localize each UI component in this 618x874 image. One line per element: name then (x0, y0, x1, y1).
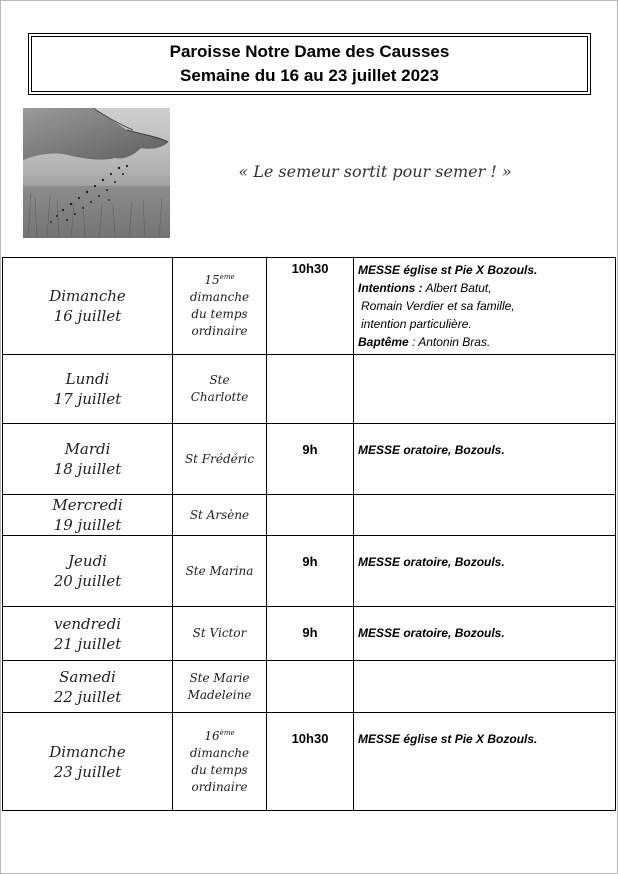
intentions-label: Intentions : (358, 281, 423, 295)
mass-time: 10h30 (291, 731, 329, 746)
table-row (3, 713, 616, 811)
day-cell (3, 355, 173, 424)
table-row (3, 536, 616, 607)
description (354, 661, 615, 664)
title-inner-frame (31, 36, 588, 92)
day-name: Dimanche (49, 287, 126, 305)
day-cell (3, 607, 173, 661)
saint-line: dimanche (189, 745, 250, 760)
day-date: 22 juillet (53, 687, 122, 706)
mass-time (267, 355, 353, 358)
ordinal-number: 16 (204, 728, 220, 743)
mass-time: 9h (302, 442, 318, 457)
bible-quote: « Le semeur sortit pour semer ! » (238, 162, 512, 181)
mass-description: MESSE oratoire, Bozouls. (358, 626, 505, 640)
description-cell (354, 713, 616, 811)
saint-line: Madeleine (187, 687, 252, 702)
saint-cell (173, 607, 267, 661)
saint-cell (173, 495, 267, 536)
saint-line: Ste (209, 373, 230, 387)
saint-line: ordinaire (191, 324, 248, 338)
saint-name: St Victor (192, 626, 247, 640)
day-cell (3, 536, 173, 607)
description (354, 258, 615, 351)
title-box (28, 33, 591, 95)
day-name: Mardi (64, 440, 111, 458)
sower-hand-illustration (23, 108, 170, 238)
description-cell (354, 495, 616, 536)
table-row (3, 607, 616, 661)
day-date: 16 juillet (53, 307, 122, 325)
table-row (3, 355, 616, 424)
saint-line: Charlotte (190, 390, 249, 404)
mass-time: 9h (302, 554, 318, 569)
description (354, 536, 615, 571)
saint-line: ordinaire (191, 779, 248, 794)
table-row (3, 424, 616, 495)
day-date: 21 juillet (53, 634, 122, 653)
day-date: 23 juillet (53, 762, 122, 781)
saint-cell (173, 258, 267, 355)
time-cell (267, 607, 354, 661)
time-cell (267, 495, 354, 536)
day-cell (3, 258, 173, 355)
description-cell (354, 355, 616, 424)
intention-item: Albert Batut, (422, 281, 492, 295)
day-date: 20 juillet (53, 572, 122, 590)
bapteme-text: : Antonin Bras. (408, 335, 491, 349)
time-cell (267, 355, 354, 424)
mass-description: MESSE oratoire, Bozouls. (358, 443, 505, 457)
saint-line: Ste Marie (189, 670, 250, 685)
description-cell (354, 424, 616, 495)
day-name: Dimanche (49, 742, 126, 761)
description-cell (354, 607, 616, 661)
mass-time (267, 495, 353, 498)
mass-time: 10h30 (291, 261, 329, 276)
saint-cell (173, 713, 267, 811)
day-name: Mercredi (52, 496, 123, 514)
time-cell (267, 713, 354, 811)
time-cell (267, 536, 354, 607)
mass-time: 9h (302, 625, 318, 640)
saint-ordinal (173, 272, 266, 289)
ordinal-number: 15 (204, 273, 220, 287)
saint-cell (173, 661, 267, 713)
description (354, 495, 615, 498)
ordinal-suffix: ème (219, 728, 235, 737)
day-name: Lundi (65, 370, 110, 388)
ordinal-suffix: ème (219, 273, 235, 281)
saint-line: dimanche (189, 290, 250, 304)
saint-line: du temps (191, 307, 248, 321)
week-title: Semaine du 16 au 23 juillet 2023 (180, 66, 439, 85)
sower-hand-image (23, 108, 170, 238)
saint-name: Ste Marina (185, 563, 254, 578)
saint-ordinal (173, 728, 266, 745)
weekly-schedule-table (2, 257, 616, 811)
bapteme-label: Baptême (358, 335, 409, 349)
day-cell (3, 661, 173, 713)
intention-item: Romain Verdier et sa famille, (361, 299, 515, 313)
time-cell (267, 258, 354, 355)
day-date: 17 juillet (53, 390, 122, 408)
description (354, 713, 615, 748)
table-row (3, 495, 616, 536)
saint-cell (173, 536, 267, 607)
day-date: 18 juillet (53, 460, 122, 478)
day-cell (3, 495, 173, 536)
time-cell (267, 424, 354, 495)
description-cell (354, 258, 616, 355)
table-row (3, 661, 616, 713)
description (354, 607, 615, 642)
saint-name: St Frédéric (184, 451, 255, 466)
mass-description: MESSE église st Pie X Bozouls. (358, 732, 538, 746)
saint-cell (173, 424, 267, 495)
parish-title: Paroisse Notre Dame des Causses (169, 42, 450, 61)
day-cell (3, 713, 173, 811)
intention-item: intention particulière. (361, 317, 472, 331)
saint-line: du temps (191, 762, 248, 777)
time-cell (267, 661, 354, 713)
description (354, 424, 615, 459)
day-name: vendredi (53, 614, 122, 633)
mass-description: MESSE oratoire, Bozouls. (358, 555, 505, 569)
day-date: 19 juillet (53, 516, 122, 534)
saint-name: St Arsène (189, 507, 250, 522)
day-cell (3, 424, 173, 495)
table-row (3, 258, 616, 355)
mass-title: MESSE église st Pie X Bozouls. (358, 263, 538, 277)
day-name: Jeudi (68, 552, 107, 570)
mass-time (267, 661, 353, 664)
description (354, 355, 615, 358)
saint-cell (173, 355, 267, 424)
description-cell (354, 536, 616, 607)
description-cell (354, 661, 616, 713)
day-name: Samedi (59, 667, 116, 686)
